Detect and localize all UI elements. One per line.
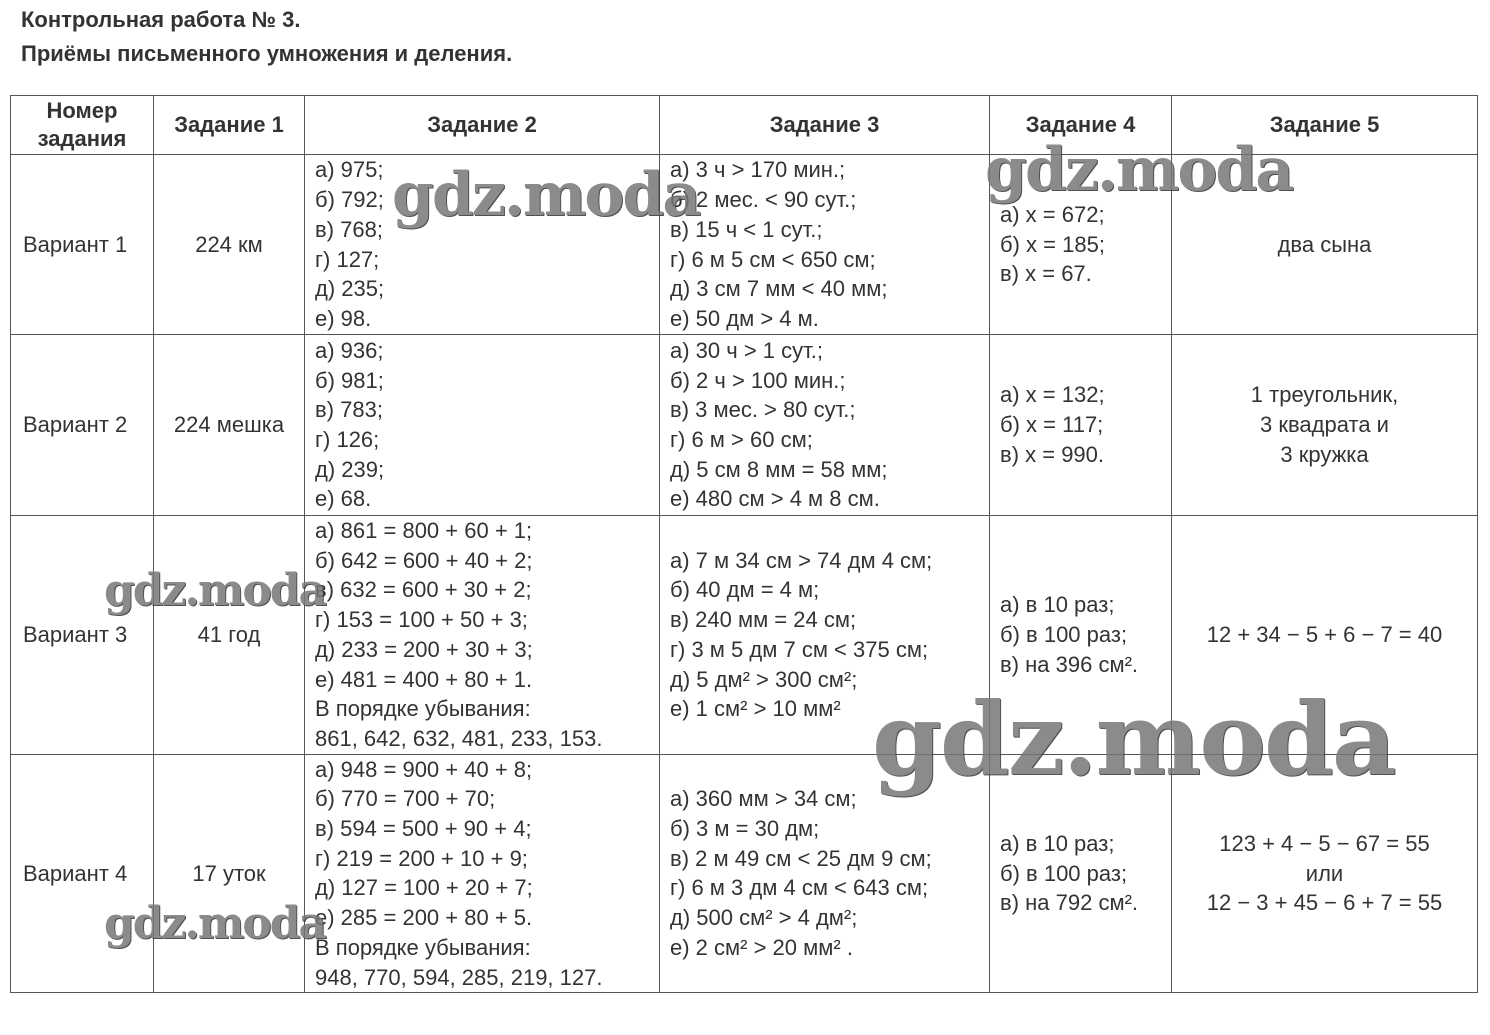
table-row xyxy=(11,155,1478,335)
answer-line: в) 240 мм = 24 см; xyxy=(670,607,857,633)
variant-label: Вариант 3 xyxy=(11,516,154,755)
answer-line: 41 год xyxy=(197,621,261,647)
answer-line: В порядке убывания: xyxy=(315,696,531,722)
answers-table xyxy=(10,95,1478,993)
answer-line: г) 127; xyxy=(315,246,380,272)
answer-cell xyxy=(660,335,990,516)
answer-cell xyxy=(305,155,660,335)
answer-line: б) x = 185; xyxy=(1000,231,1105,257)
answer-line: д) 5 см 8 мм = 58 мм; xyxy=(670,456,888,482)
answer-line: 17 уток xyxy=(192,860,266,886)
answer-line: б) в 100 раз; xyxy=(1000,621,1128,647)
answer-line: б) 642 = 600 + 40 + 2; xyxy=(315,547,533,573)
answer-line: б) 981; xyxy=(315,367,384,393)
column-header: Задание 2 xyxy=(305,96,660,155)
answer-line: в) 3 мес. > 80 сут.; xyxy=(670,397,856,423)
answer-cell xyxy=(154,335,305,516)
answer-line: д) 500 см² > 4 дм²; xyxy=(670,905,858,931)
answer-cell xyxy=(660,516,990,755)
table-row xyxy=(11,516,1478,755)
answer-cell xyxy=(990,754,1172,993)
answer-line: 948, 770, 594, 285, 219, 127. xyxy=(315,964,603,990)
answer-line: 3 кружка xyxy=(1280,441,1369,467)
answer-line: д) 239; xyxy=(315,456,385,482)
answer-line: б) 3 м = 30 дм; xyxy=(670,816,820,842)
column-header: Задание 3 xyxy=(660,96,990,155)
answer-line: б) 2 ч > 100 мин.; xyxy=(670,367,846,393)
answer-line: в) 2 м 49 см < 25 дм 9 см; xyxy=(670,845,932,871)
answer-line: в) 632 = 600 + 30 + 2; xyxy=(315,577,532,603)
answer-cell xyxy=(1172,155,1478,335)
answer-line: б) 40 дм = 4 м; xyxy=(670,577,820,603)
answer-line: е) 68. xyxy=(315,486,372,512)
answer-line: 12 − 3 + 45 − 6 + 7 = 55 xyxy=(1206,890,1443,916)
answer-line: В порядке убывания: xyxy=(315,934,531,960)
column-header: Номер задания xyxy=(11,96,154,155)
column-header: Задание 4 xyxy=(990,96,1172,155)
answer-line: д) 233 = 200 + 30 + 3; xyxy=(315,636,533,662)
answer-line: в) на 792 см². xyxy=(1000,890,1139,916)
answer-cell xyxy=(305,335,660,516)
answer-line: г) 3 м 5 дм 7 см < 375 см; xyxy=(670,636,929,662)
answer-line: в) 594 = 500 + 90 + 4; xyxy=(315,816,532,842)
header-row xyxy=(11,96,1478,155)
column-header: Задание 1 xyxy=(154,96,305,155)
answer-line: в) 15 ч < 1 сут.; xyxy=(670,216,823,242)
answer-line: 12 + 34 − 5 + 6 − 7 = 40 xyxy=(1206,621,1443,647)
answer-line: в) на 396 см². xyxy=(1000,651,1139,677)
answer-line: 123 + 4 − 5 − 67 = 55 xyxy=(1219,830,1430,856)
answer-line: в) 783; xyxy=(315,397,383,423)
answer-line: а) 975; xyxy=(315,157,384,183)
answer-line: е) 1 см² > 10 мм² xyxy=(670,696,841,722)
answer-line: а) x = 132; xyxy=(1000,382,1105,408)
answer-cell xyxy=(305,754,660,993)
answer-line: е) 50 дм > 4 м. xyxy=(670,305,819,331)
answer-cell xyxy=(154,754,305,993)
watermark-logo: gdz.moda xyxy=(985,135,1293,205)
column-header: Задание 5 xyxy=(1172,96,1478,155)
variant-label: Вариант 4 xyxy=(11,754,154,993)
answer-line: в) x = 67. xyxy=(1000,261,1092,287)
answer-line: б) 2 мес. < 90 сут.; xyxy=(670,187,857,213)
answer-line: два сына xyxy=(1277,231,1372,257)
answer-line: е) 2 см² > 20 мм² . xyxy=(670,934,853,960)
answer-line: а) 30 ч > 1 сут.; xyxy=(670,337,824,363)
page-title: Контрольная работа № 3. xyxy=(21,7,301,32)
answer-line: д) 127 = 100 + 20 + 7; xyxy=(315,875,533,901)
watermark-logo: gdz.moda xyxy=(104,898,326,949)
answer-line: б) 770 = 700 + 70; xyxy=(315,786,496,812)
page-subtitle: Приёмы письменного умножения и деления. xyxy=(21,41,513,66)
watermark-logo: gdz.moda xyxy=(392,160,700,230)
answer-cell xyxy=(660,155,990,335)
answer-cell xyxy=(1172,754,1478,993)
answer-line: е) 481 = 400 + 80 + 1. xyxy=(315,666,533,692)
variant-label: Вариант 1 xyxy=(11,155,154,335)
answer-line: б) в 100 раз; xyxy=(1000,860,1128,886)
answer-line: или xyxy=(1305,860,1344,886)
answer-line: 3 квадрата и xyxy=(1260,412,1389,438)
answer-line: г) 6 м 5 см < 650 см; xyxy=(670,246,876,272)
answer-cell xyxy=(154,516,305,755)
answer-line: а) 7 м 34 см > 74 дм 4 см; xyxy=(670,547,933,573)
answer-line: в) 768; xyxy=(315,216,383,242)
answer-line: б) x = 117; xyxy=(1000,412,1104,438)
answer-line: е) 285 = 200 + 80 + 5. xyxy=(315,905,533,931)
answer-line: г) 6 м > 60 см; xyxy=(670,427,813,452)
answer-line: а) 936; xyxy=(315,337,384,363)
watermark-logo: gdz.moda xyxy=(104,565,326,616)
answer-line: а) 3 ч > 170 мин.; xyxy=(670,157,846,183)
table-row xyxy=(11,335,1478,516)
answer-line: е) 98. xyxy=(315,305,372,331)
answer-cell xyxy=(154,155,305,335)
answer-line: а) 948 = 900 + 40 + 8; xyxy=(315,756,533,782)
answer-line: д) 5 дм² > 300 см²; xyxy=(670,666,858,692)
answer-cell xyxy=(305,516,660,755)
answer-line: г) 153 = 100 + 50 + 3; xyxy=(315,607,528,633)
answer-cell xyxy=(1172,335,1478,516)
table-row xyxy=(11,754,1478,993)
answer-line: е) 480 см > 4 м 8 см. xyxy=(670,486,880,512)
answer-cell xyxy=(990,155,1172,335)
answer-cell xyxy=(1172,516,1478,755)
answer-line: а) 861 = 800 + 60 + 1; xyxy=(315,518,533,543)
answer-line: д) 3 см 7 мм < 40 мм; xyxy=(670,276,888,302)
answer-line: б) 792; xyxy=(315,187,384,213)
answer-cell xyxy=(990,335,1172,516)
answer-line: 224 км xyxy=(195,231,263,257)
answer-line: в) x = 990. xyxy=(1000,441,1105,467)
answer-line: г) 219 = 200 + 10 + 9; xyxy=(315,845,528,871)
answer-line: а) в 10 раз; xyxy=(1000,830,1115,856)
answer-cell xyxy=(990,516,1172,755)
answer-line: а) в 10 раз; xyxy=(1000,592,1115,618)
answer-cell xyxy=(660,754,990,993)
answer-line: 861, 642, 632, 481, 233, 153. xyxy=(315,725,603,751)
answer-line: 1 треугольник, xyxy=(1250,382,1399,408)
answer-line: 224 мешка xyxy=(173,412,285,438)
variant-label: Вариант 2 xyxy=(11,335,154,516)
answer-line: а) 360 мм > 34 см; xyxy=(670,786,857,812)
answer-line: г) 126; xyxy=(315,427,380,452)
watermark-logo: gdz.moda xyxy=(872,680,1395,798)
answer-line: а) x = 672; xyxy=(1000,201,1105,227)
answer-line: г) 6 м 3 дм 4 см < 643 см; xyxy=(670,875,929,901)
answer-line: д) 235; xyxy=(315,276,385,302)
